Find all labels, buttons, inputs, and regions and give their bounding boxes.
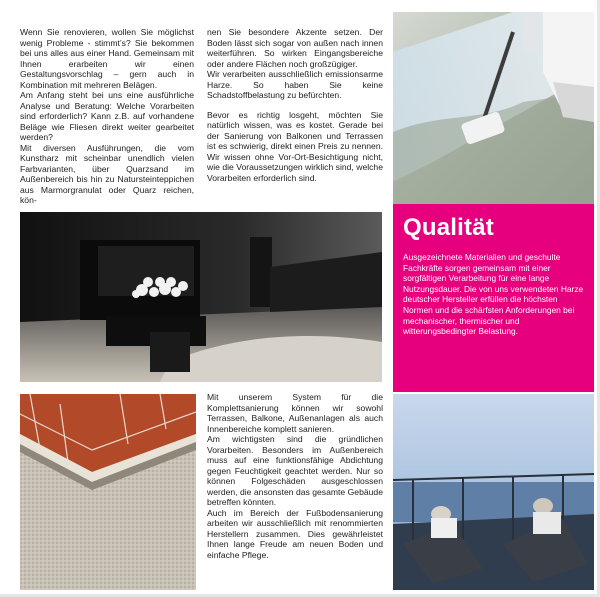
floor-roller-photo bbox=[393, 12, 594, 212]
paragraph: Wir verarbeiten ausschließlich emissionsarme Harze. So haben Sie keine Schadstoffbelastung zu befürchten. bbox=[207, 69, 383, 100]
text-column-2 bbox=[207, 27, 383, 183]
paragraph: Am wichtigsten sind die gründlichen Vorarbeiten. Besonders im Außenbereich muss auf eine funktionsfähige Abdichtung gegen Feuchtigkeit geachtet werden. Nur so können Folgeschäden ausgeschlossen werden, die ansonsten das gesamte Gebäude betreffen könnten. bbox=[207, 434, 383, 507]
balcony-deckchairs-photo bbox=[393, 394, 594, 590]
fireplace-room-photo bbox=[20, 212, 382, 382]
paragraph: Bevor es richtig losgeht, möchten Sie natürlich wissen, was es kostet. Gerade bei der Sanierung von Balkonen und Terrassen ist es schwierig, direkt einen Preis zu nennen. Wir wissen ohne Vor-Ort-Besichtigung nicht, wie die Voraussetzungen wirklich sind, welche Vorarbeiten erforderlich sind. bbox=[207, 109, 383, 183]
quality-box bbox=[393, 204, 594, 392]
paragraph: Am Anfang steht bei uns eine ausführliche Analyse und Beratung: Welche Vorarbeiten sind erforderlich? Kann z.B. auf vorhandene Beläge wie Fliesen direkt weiter gearbeitet werden? bbox=[20, 90, 194, 142]
quality-title: Qualität bbox=[403, 214, 494, 241]
brick-wall-floor-photo bbox=[20, 394, 196, 590]
text-column-3 bbox=[207, 392, 383, 560]
quality-text: Ausgezeichnete Materialien und geschulte Fachkräfte sorgen gemeinsam mit einer sorgfältigen Verarbeitung für eine lange Nutzungsdauer. Die von uns verwendeten Harze deutscher Hersteller erfüllen die höchsten Normen und die schärfsten Anforderungen bei mechanischer, thermischer und witterungsbedingter Belastung. bbox=[403, 252, 584, 337]
paragraph: Mit diversen Ausführungen, die vom Kunstharz mit scheinbar unendlich vielen Farbvarianten, über Quarzsand im Außenbereich bis hin zu Natursteinteppichen aus Marmorgranulat oder Quarz reichen, kön- bbox=[20, 142, 194, 205]
paragraph: Mit unserem System für die Komplettsanierung können wir sowohl Terrassen, Balkone, Außenanlagen als auch Innenbereiche komplett sanieren. bbox=[207, 392, 383, 434]
text-column-1 bbox=[20, 27, 194, 206]
paragraph: Auch im Bereich der Fußbodensanierung arbeiten wir ausschließlich mit renommierten Herstellern zusammen. Dies gewährleistet Ihnen lange Freude am neuen Boden und einfache Pflege. bbox=[207, 507, 383, 560]
paragraph: nen Sie besondere Akzente setzen. Der Boden lässt sich sogar von außen nach innen weiterführen. So wirken Eingangsbereiche oder andere Flächen noch großzügiger. bbox=[207, 27, 383, 69]
paragraph: Wenn Sie renovieren, wollen Sie möglichst wenig Probleme - stimmt’s? Sie bekommen bei uns alles aus einer Hand. Gemeinsam mit Ihnen erarbeiten wir einen Gestaltungsvorschlag – gern auch in Kombination mit mehreren Belägen. bbox=[20, 27, 194, 90]
